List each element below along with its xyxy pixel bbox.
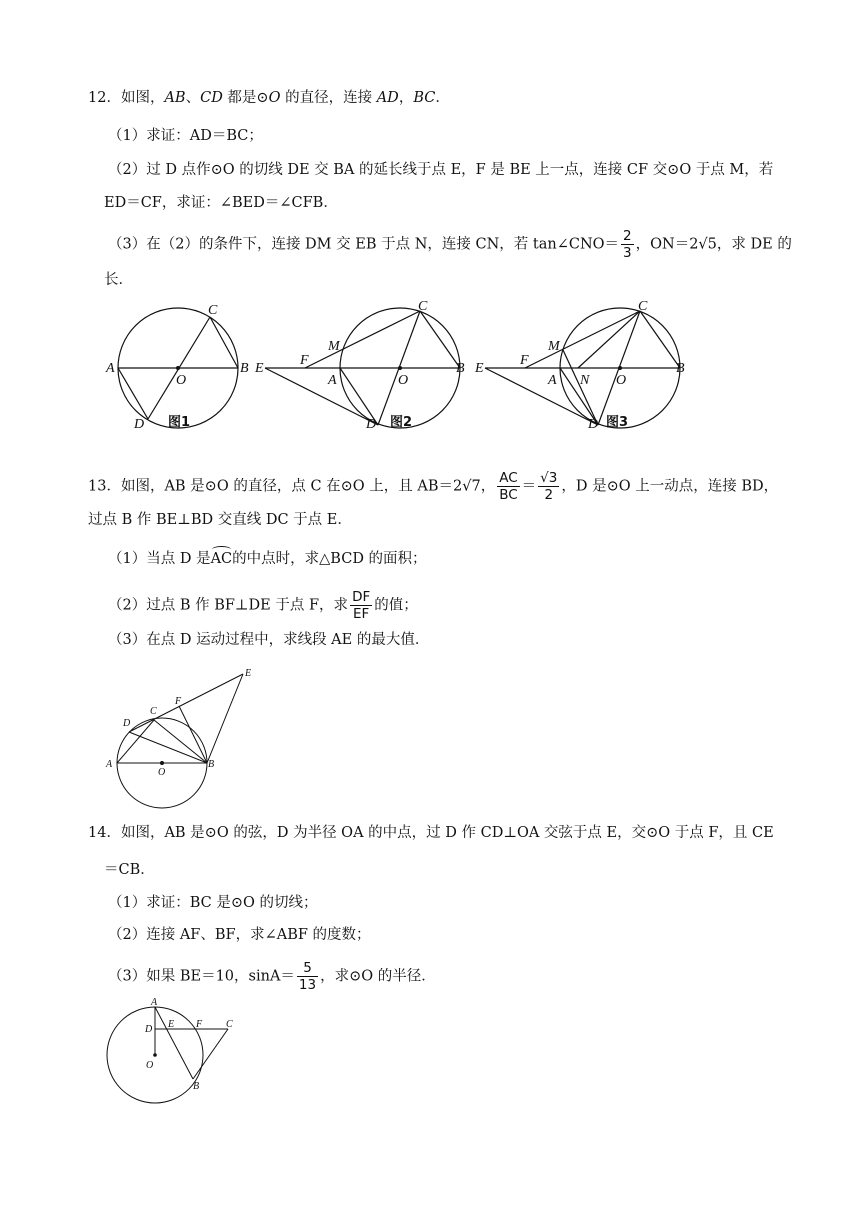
q13-stem-line2: 过点 B 作 BE⊥BD 交直线 DC 于点 E． <box>88 512 352 528</box>
q12-part3-line1: （3）在（2）的条件下，连接 DM 交 EB 于点 N，连接 CN，若 tan∠CNO＝ $\frac{2}{3}$ ，ON＝2√5，求 DE 的 <box>108 228 792 261</box>
q12-part2-line2: ED＝CF，求证：∠BED＝∠CFB． <box>104 195 338 211</box>
q14-figure <box>100 995 250 1110</box>
fig1-label-d: D <box>134 417 145 430</box>
fig3-caption: 图3 <box>606 415 629 430</box>
q13-label-b: B <box>208 759 215 770</box>
fig2-label-f: F <box>300 353 309 368</box>
q14-part3: （3）如果 BE＝10，sinA＝ $\frac{5}{13}$ ，求⊙O 的半径． <box>108 960 436 993</box>
fig3-label-f: F <box>520 353 529 368</box>
q13-part3: （3）在点 D 运动过程中，求线段 AE 的最大值． <box>108 632 430 648</box>
q14-part2: （2）连接 AF、BF，求∠ABF 的度数； <box>108 927 371 943</box>
q13-label-f: F <box>175 696 182 707</box>
q13-ratio-fraction: $\frac{AC}{BC}$ <box>499 470 518 503</box>
fig1-label-o: O <box>176 373 187 388</box>
q13-label-d: D <box>123 718 131 729</box>
q14-label-f: F <box>196 1019 203 1030</box>
q14-part1: （1）求证：BC 是⊙O 的切线； <box>108 895 318 911</box>
q12-figures <box>100 300 700 430</box>
fig1-label-b: B <box>240 361 249 376</box>
q12-tan-fraction: $\frac{2}{3}$ <box>623 228 632 261</box>
q14-label-a: A <box>151 997 158 1008</box>
q13-part1: （1）当点 D 是AC的中点时，求△BCD 的面积； <box>108 551 427 567</box>
fig2-label-a: A <box>328 373 337 388</box>
fig2-label-m: M <box>328 339 340 354</box>
fig1-caption: 图1 <box>168 415 191 430</box>
q14-sin-fraction: $\frac{5}{13}$ <box>298 960 317 993</box>
q14-label-b: B <box>193 1081 200 1092</box>
q13-arc-ac: AC <box>210 551 233 567</box>
fig1-label-c: C <box>208 303 218 318</box>
q12-part2-line1: （2）过 D 点作⊙O 的切线 DE 交 BA 的延长线于点 E，F 是 BE 上一点，连接 CF 交⊙O 于点 M，若 <box>108 162 774 178</box>
fig3-label-c: C <box>638 300 648 314</box>
fig3-label-o: O <box>616 373 627 388</box>
q14-label-c: C <box>226 1019 233 1030</box>
fig3-label-e: E <box>475 361 484 376</box>
fig2-caption: 图2 <box>390 415 413 430</box>
fig2-label-o: O <box>398 373 409 388</box>
fig3-label-n: N <box>580 373 590 388</box>
fig3-label-d: D <box>588 417 599 430</box>
fig1-label-a: A <box>106 361 115 376</box>
fig2-label-c: C <box>418 300 428 314</box>
q13-figure <box>100 660 270 810</box>
q14-stem-line1: 14．如图，AB 是⊙O 的弦，D 为半径 OA 的中点，过 D 作 CD⊥OA 交弦于点 E，交⊙O 于点 F，且 CE <box>88 825 774 841</box>
q12-stem: 12．如图，AB、CD 都是⊙O 的直径，连接 AD，BC． <box>88 90 450 106</box>
q14-label-o: O <box>146 1060 154 1071</box>
q13-stem-line1: 13．如图，AB 是⊙O 的直径，点 C 在⊙O 上，且 AB＝2√7， $\frac{AC}{BC}$ ＝ $\frac{√3}{2}$ ，D 是⊙O 上一动点，连接 BD， <box>88 470 779 503</box>
q13-df-ef-fraction: $\frac{DF}{EF}$ <box>352 589 371 622</box>
fig3-label-a: A <box>548 373 557 388</box>
q14-stem-line2: ＝CB． <box>104 862 155 878</box>
fig2-label-b: B <box>456 361 465 376</box>
fig3-label-b: B <box>676 361 685 376</box>
q12-part1: （1）求证：AD＝BC； <box>108 128 263 144</box>
q13-label-a: A <box>106 759 113 770</box>
fig2-label-d: D <box>366 417 377 430</box>
q13-label-c: C <box>150 706 157 717</box>
fig3-label-m: M <box>548 339 560 354</box>
q13-ratio-value: $\frac{√3}{2}$ <box>540 470 558 503</box>
q12-part3-line2: 长． <box>104 272 133 288</box>
fig2-label-e: E <box>255 361 264 376</box>
q13-label-e: E <box>245 668 252 679</box>
q13-part2: （2）过点 B 作 BF⊥DE 于点 F，求 $\frac{DF}{EF}$ 的值； <box>108 589 418 622</box>
q14-label-d: D <box>145 1024 153 1035</box>
q14-label-e: E <box>168 1019 175 1030</box>
q13-label-o: O <box>158 767 166 778</box>
